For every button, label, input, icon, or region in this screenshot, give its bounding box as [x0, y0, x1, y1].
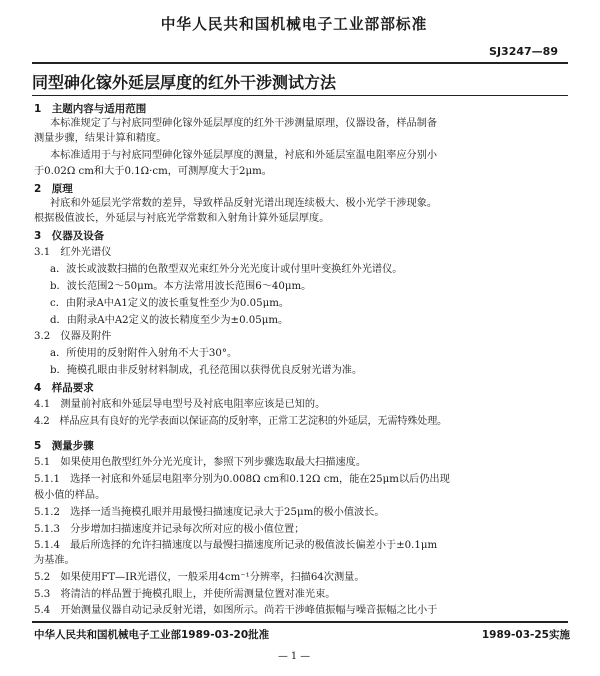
paragraph-line: 测量步骤，结果计算和精度。: [34, 133, 167, 144]
paragraph-line: 4.1 测量前衬底和外延层导电型号及衬底电阻率应该是已知的。: [34, 399, 326, 410]
section-heading: 3 仪器及设备: [34, 230, 105, 242]
approval-note: 中华人民共和国机械电子工业部1989-03-20批准: [34, 629, 270, 641]
paragraph-line: 4.2 样品应具有良好的光学表面以保证高的反射率，正常工艺淀积的外延层，无需特殊处理。: [34, 416, 447, 427]
paragraph-line: 极小值的样品。: [34, 490, 106, 501]
paragraph-line: 衬底和外延层光学常数的差异，导致样品反射光谱出现连续极大、极小光学干涉现象。: [50, 198, 438, 209]
paragraph-line: 于0.02Ω cm和大于0.1Ω·cm，可测厚度大于2μm。: [34, 166, 272, 177]
section-heading: 4 样品要求: [34, 382, 94, 394]
paragraph-line: 本标准规定了与衬底同型砷化镓外延层厚度的红外干涉测量原理，仪器设备，样品制备: [50, 118, 438, 129]
paragraph-line: 5.1.4 最后所选择的允许扫描速度以与最慢扫描速度所记录的极值波长偏差小于±0.1μm: [34, 540, 438, 551]
list-item: b．掩模孔眼由非反射材料制成，孔径范围以获得优良反射光谱为准。: [50, 365, 363, 376]
paragraph-line: 5.1.1 选择一衬底和外延层电阻率分别为0.008Ω cm和0.12Ω cm，能在25μm以后仍出现: [34, 474, 450, 485]
list-item: a．波长或波数扫描的色散型双光束红外分光光度计或付里叶变换红外光谱仪。: [50, 264, 403, 275]
subsection-heading: 3.2 仪器及附件: [34, 331, 112, 342]
list-item: d．由附录A中A2定义的波长精度至少为±0.05μm。: [50, 315, 289, 326]
header-org: 中华人民共和国机械电子工业部部标准: [160, 15, 428, 33]
footer-rule: [32, 621, 568, 623]
page-number: — 1 —: [277, 651, 311, 662]
subsection-heading: 3.1 红外光谱仪: [34, 247, 112, 258]
paragraph-line: 根据极值波长，外延层与衬底光学常数和入射角计算外延层厚度。: [34, 213, 330, 224]
paragraph-line: 5.1.3 分步增加扫描速度并记录每次所对应的极小值位置；: [34, 524, 305, 535]
list-item: a．所使用的反射附件入射角不大于30°。: [50, 348, 238, 359]
section-heading: 5 测量步骤: [34, 440, 94, 452]
paragraph-line: 本标准适用于与衬底同型砷化镓外延层厚度的测量，衬底和外延层室温电阻率应分别小: [50, 150, 438, 161]
paragraph-line: 5.3 将清洁的样品置于掩模孔眼上，并使所需测量位置对准光束。: [34, 589, 336, 600]
list-item: c．由附录A中A1定义的波长重复性至少为0.05μm。: [50, 298, 290, 309]
paragraph-line: 5.2 如果使用FT—IR光谱仪，一般采用4cm⁻¹分辨率，扫描64次测量。: [34, 572, 365, 583]
section-heading: 2 原理: [34, 183, 73, 195]
title-rule: [32, 95, 568, 96]
page-title: 同型砷化镓外延层厚度的红外干涉测试方法: [32, 73, 337, 92]
paragraph-line: 5.1 如果使用色散型红外分光光度计，参照下列步骤选取最大扫描速度。: [34, 457, 367, 468]
effective-date: 1989-03-25实施: [481, 629, 570, 641]
paragraph-line: 5.4 开始测量仪器自动记录反射光谱，如图所示。尚若干涉峰值振幅与噪音振幅之比小于: [34, 605, 438, 616]
header-rule: [32, 62, 568, 64]
paragraph-line: 为基准。: [34, 555, 75, 566]
section-heading: 1 主题内容与适用范围: [34, 103, 147, 115]
paragraph-line: 5.1.2 选择一适当掩模孔眼并用最慢扫描速度记录大于25μm的极小值波长。: [34, 507, 385, 518]
list-item: b．波长范围2～50μm。本方法常用波长范围6～40μm。: [50, 281, 312, 292]
standard-code: SJ3247—89: [489, 45, 558, 58]
